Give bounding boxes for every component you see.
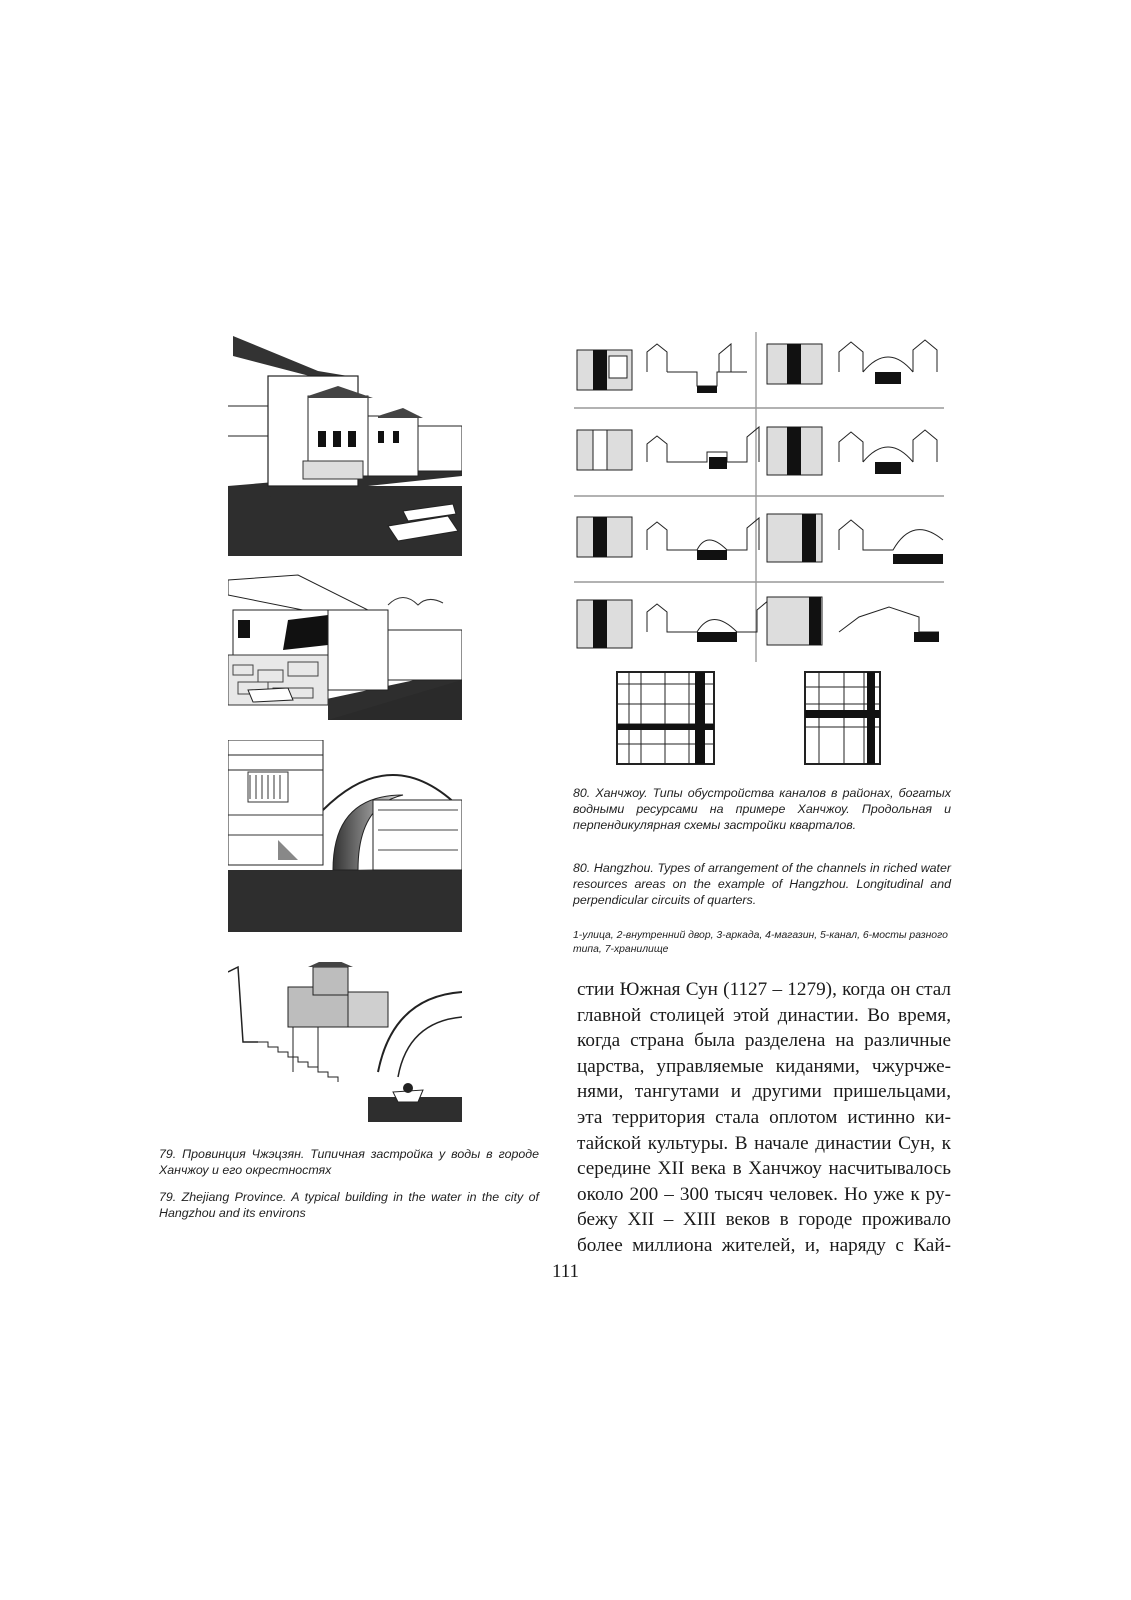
body-line: около 200 – 300 тысяч человек. Но уже к ру-: [577, 1183, 951, 1205]
body-paragraph: [577, 977, 951, 1259]
body-line: главной столицей этой династии. Во время,: [577, 1004, 951, 1026]
cross-section-bridge-sketch: [228, 962, 462, 1122]
body-line: середине XII века в Ханчжоу насчитывалось: [577, 1158, 951, 1180]
fig79-caption-ru: 79. Провинция Чжэцзян. Типичная застройка у воды в городе Ханчжоу и его окрестностях: [159, 1147, 539, 1177]
body-line: бежу XII – XIII веков в городе проживало: [577, 1209, 951, 1231]
fig80-legend: 1-улица, 2-внутренний двор, 3-аркада, 4-магазин, 5-канал, 6-мосты разного типа, 7-хранилище: [573, 930, 948, 955]
fig79-caption-en: 79. Zhejiang Province. A typical building in the water in the city of Hangzhou and its environs: [159, 1190, 539, 1220]
body-line: тайской культуры. В начале династии Сун, к: [577, 1132, 951, 1154]
canal-arrangement-schemes: [569, 332, 949, 767]
fig80-caption-en: 80. Hangzhou. Types of arrangement of the channels in riched water resources areas on the example of Hangzhou. Longitudinal and perpendicular circuits of quarters.: [573, 861, 951, 907]
street-with-canal-sketch: [228, 336, 462, 556]
body-line: когда страна была разделена на различные: [577, 1030, 951, 1052]
fig80-caption-ru: 80. Ханчжоу. Типы обустройства каналов в районах, богатых водными ресурсами на примере Ханчжоу. Продольная и перпендикулярная схемы застройки кварталов.: [573, 786, 951, 832]
arched-bridge-sketch: [228, 740, 462, 932]
body-line: эта территория стала оплотом истинно ки-: [577, 1106, 951, 1128]
body-line: более миллиона жителей, и, наряду с Кай-: [577, 1234, 951, 1256]
body-line: нями, тангутами и другими пришельцами,: [577, 1081, 951, 1103]
page-number: 111: [551, 1261, 580, 1282]
body-line: царства, управляемые киданями, чжурчже-: [577, 1055, 951, 1077]
body-line: стии Южная Сун (1127 – 1279), когда он стал: [577, 979, 951, 1000]
stone-embankment-houses-sketch: [228, 570, 462, 720]
